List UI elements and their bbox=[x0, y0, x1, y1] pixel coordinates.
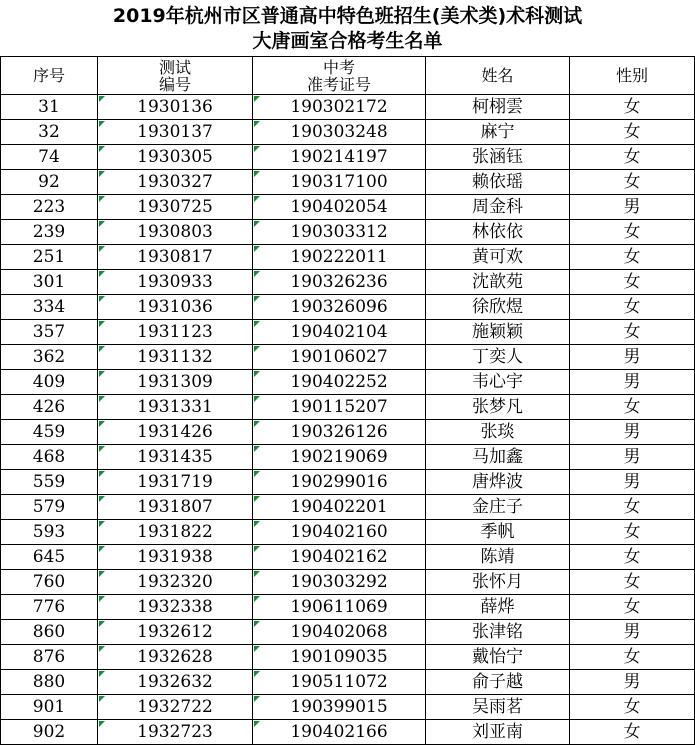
cell-gender: 女 bbox=[570, 695, 695, 720]
cell-exam-no: 190317100 bbox=[253, 170, 426, 195]
cell-seq: 902 bbox=[1, 720, 98, 745]
cell-test-no: 1930137 bbox=[98, 120, 253, 145]
cell-seq: 776 bbox=[1, 595, 98, 620]
cell-name: 戴怡宁 bbox=[426, 645, 570, 670]
cell-seq: 223 bbox=[1, 195, 98, 220]
cell-name: 唐烨波 bbox=[426, 470, 570, 495]
cell-name: 张梦凡 bbox=[426, 395, 570, 420]
cell-gender: 女 bbox=[570, 95, 695, 120]
header-row bbox=[1, 57, 695, 95]
cell-exam-no: 190299016 bbox=[253, 470, 426, 495]
cell-seq: 426 bbox=[1, 395, 98, 420]
cell-seq: 559 bbox=[1, 470, 98, 495]
cell-gender: 女 bbox=[570, 395, 695, 420]
cell-test-no: 1931036 bbox=[98, 295, 253, 320]
table-row bbox=[1, 520, 695, 545]
table-row bbox=[1, 195, 695, 220]
cell-gender: 男 bbox=[570, 620, 695, 645]
cell-test-no: 1930933 bbox=[98, 270, 253, 295]
cell-gender: 女 bbox=[570, 645, 695, 670]
cell-seq: 74 bbox=[1, 145, 98, 170]
cell-test-no: 1932338 bbox=[98, 595, 253, 620]
table-row bbox=[1, 145, 695, 170]
cell-name: 沈歆苑 bbox=[426, 270, 570, 295]
cell-seq: 251 bbox=[1, 245, 98, 270]
header-gender: 性别 bbox=[570, 57, 695, 95]
table-row bbox=[1, 370, 695, 395]
cell-test-no: 1932628 bbox=[98, 645, 253, 670]
document-subtitle: 大唐画室合格考生名单 bbox=[252, 30, 443, 52]
cell-name: 薛烨 bbox=[426, 595, 570, 620]
cell-name: 马加鑫 bbox=[426, 445, 570, 470]
cell-exam-no: 190214197 bbox=[253, 145, 426, 170]
cell-test-no: 1930136 bbox=[98, 95, 253, 120]
cell-name: 刘亚南 bbox=[426, 720, 570, 745]
header-test-no: 测试 编号 bbox=[98, 57, 253, 95]
table-row bbox=[1, 570, 695, 595]
cell-seq: 760 bbox=[1, 570, 98, 595]
cell-seq: 468 bbox=[1, 445, 98, 470]
cell-gender: 男 bbox=[570, 670, 695, 695]
candidate-table bbox=[0, 56, 695, 745]
cell-gender: 女 bbox=[570, 720, 695, 745]
cell-gender: 女 bbox=[570, 120, 695, 145]
cell-name: 赖依瑶 bbox=[426, 170, 570, 195]
table-row bbox=[1, 695, 695, 720]
cell-seq: 860 bbox=[1, 620, 98, 645]
cell-seq: 645 bbox=[1, 545, 98, 570]
cell-seq: 92 bbox=[1, 170, 98, 195]
cell-exam-no: 190402252 bbox=[253, 370, 426, 395]
cell-seq: 593 bbox=[1, 520, 98, 545]
table-row bbox=[1, 470, 695, 495]
cell-gender: 女 bbox=[570, 570, 695, 595]
cell-exam-no: 190303248 bbox=[253, 120, 426, 145]
cell-test-no: 1930327 bbox=[98, 170, 253, 195]
table-row bbox=[1, 220, 695, 245]
cell-exam-no: 190402068 bbox=[253, 620, 426, 645]
cell-gender: 男 bbox=[570, 370, 695, 395]
cell-test-no: 1932320 bbox=[98, 570, 253, 595]
cell-gender: 女 bbox=[570, 245, 695, 270]
cell-test-no: 1932723 bbox=[98, 720, 253, 745]
table-row bbox=[1, 170, 695, 195]
cell-gender: 女 bbox=[570, 520, 695, 545]
cell-gender: 女 bbox=[570, 295, 695, 320]
cell-exam-no: 190222011 bbox=[253, 245, 426, 270]
table-row bbox=[1, 295, 695, 320]
table-row bbox=[1, 620, 695, 645]
cell-seq: 876 bbox=[1, 645, 98, 670]
cell-exam-no: 190326236 bbox=[253, 270, 426, 295]
cell-seq: 409 bbox=[1, 370, 98, 395]
cell-test-no: 1931309 bbox=[98, 370, 253, 395]
cell-exam-no: 190399015 bbox=[253, 695, 426, 720]
cell-exam-no: 190402201 bbox=[253, 495, 426, 520]
cell-seq: 334 bbox=[1, 295, 98, 320]
cell-exam-no: 190402166 bbox=[253, 720, 426, 745]
cell-test-no: 1930305 bbox=[98, 145, 253, 170]
table-row bbox=[1, 720, 695, 745]
cell-exam-no: 190511072 bbox=[253, 670, 426, 695]
cell-exam-no: 190402162 bbox=[253, 545, 426, 570]
cell-name: 柯栩雲 bbox=[426, 95, 570, 120]
table-row bbox=[1, 445, 695, 470]
cell-exam-no: 190611069 bbox=[253, 595, 426, 620]
cell-seq: 31 bbox=[1, 95, 98, 120]
cell-exam-no: 190109035 bbox=[253, 645, 426, 670]
table-row bbox=[1, 270, 695, 295]
cell-test-no: 1931719 bbox=[98, 470, 253, 495]
table-row bbox=[1, 345, 695, 370]
cell-name: 麻宁 bbox=[426, 120, 570, 145]
cell-name: 陈靖 bbox=[426, 545, 570, 570]
table-row bbox=[1, 595, 695, 620]
cell-gender: 女 bbox=[570, 595, 695, 620]
cell-test-no: 1931426 bbox=[98, 420, 253, 445]
cell-exam-no: 190219069 bbox=[253, 445, 426, 470]
cell-exam-no: 190402054 bbox=[253, 195, 426, 220]
cell-test-no: 1932632 bbox=[98, 670, 253, 695]
cell-test-no: 1930817 bbox=[98, 245, 253, 270]
table-row bbox=[1, 645, 695, 670]
cell-gender: 男 bbox=[570, 420, 695, 445]
cell-seq: 301 bbox=[1, 270, 98, 295]
table-row bbox=[1, 395, 695, 420]
table-row bbox=[1, 245, 695, 270]
cell-exam-no: 190402160 bbox=[253, 520, 426, 545]
table-row bbox=[1, 95, 695, 120]
cell-gender: 男 bbox=[570, 345, 695, 370]
cell-gender: 女 bbox=[570, 545, 695, 570]
cell-test-no: 1931435 bbox=[98, 445, 253, 470]
cell-gender: 男 bbox=[570, 195, 695, 220]
cell-test-no: 1931938 bbox=[98, 545, 253, 570]
cell-gender: 女 bbox=[570, 320, 695, 345]
cell-gender: 女 bbox=[570, 220, 695, 245]
cell-test-no: 1931331 bbox=[98, 395, 253, 420]
cell-seq: 579 bbox=[1, 495, 98, 520]
cell-gender: 女 bbox=[570, 170, 695, 195]
cell-name: 施颖颖 bbox=[426, 320, 570, 345]
cell-name: 周金科 bbox=[426, 195, 570, 220]
cell-seq: 32 bbox=[1, 120, 98, 145]
cell-seq: 459 bbox=[1, 420, 98, 445]
cell-name: 金庄子 bbox=[426, 495, 570, 520]
cell-name: 韦心宇 bbox=[426, 370, 570, 395]
cell-name: 张涵钰 bbox=[426, 145, 570, 170]
cell-seq: 239 bbox=[1, 220, 98, 245]
cell-name: 林依依 bbox=[426, 220, 570, 245]
cell-gender: 女 bbox=[570, 270, 695, 295]
table-row bbox=[1, 320, 695, 345]
cell-seq: 901 bbox=[1, 695, 98, 720]
cell-test-no: 1931822 bbox=[98, 520, 253, 545]
cell-gender: 女 bbox=[570, 495, 695, 520]
cell-exam-no: 190302172 bbox=[253, 95, 426, 120]
cell-test-no: 1930803 bbox=[98, 220, 253, 245]
table-row bbox=[1, 420, 695, 445]
cell-gender: 男 bbox=[570, 445, 695, 470]
cell-test-no: 1932722 bbox=[98, 695, 253, 720]
cell-test-no: 1930725 bbox=[98, 195, 253, 220]
cell-name: 黄可欢 bbox=[426, 245, 570, 270]
cell-exam-no: 190106027 bbox=[253, 345, 426, 370]
cell-seq: 357 bbox=[1, 320, 98, 345]
cell-gender: 男 bbox=[570, 470, 695, 495]
cell-name: 季帆 bbox=[426, 520, 570, 545]
cell-test-no: 1931132 bbox=[98, 345, 253, 370]
cell-name: 张琰 bbox=[426, 420, 570, 445]
cell-exam-no: 190326126 bbox=[253, 420, 426, 445]
document-title: 2019年杭州市区普通高中特色班招生(美术类)术科测试 bbox=[112, 5, 583, 27]
header-seq: 序号 bbox=[1, 57, 98, 95]
cell-exam-no: 190303292 bbox=[253, 570, 426, 595]
cell-test-no: 1931807 bbox=[98, 495, 253, 520]
cell-gender: 女 bbox=[570, 145, 695, 170]
cell-exam-no: 190326096 bbox=[253, 295, 426, 320]
table-row bbox=[1, 120, 695, 145]
cell-name: 徐欣煜 bbox=[426, 295, 570, 320]
cell-exam-no: 190402104 bbox=[253, 320, 426, 345]
table-row bbox=[1, 670, 695, 695]
cell-seq: 880 bbox=[1, 670, 98, 695]
cell-test-no: 1931123 bbox=[98, 320, 253, 345]
cell-seq: 362 bbox=[1, 345, 98, 370]
cell-exam-no: 190115207 bbox=[253, 395, 426, 420]
header-name: 姓名 bbox=[426, 57, 570, 95]
cell-name: 吴雨茗 bbox=[426, 695, 570, 720]
cell-name: 张怀月 bbox=[426, 570, 570, 595]
table-row bbox=[1, 495, 695, 520]
header-exam-no: 中考 准考证号 bbox=[253, 57, 426, 95]
cell-name: 俞子越 bbox=[426, 670, 570, 695]
table-row bbox=[1, 545, 695, 570]
cell-name: 张津铭 bbox=[426, 620, 570, 645]
cell-name: 丁奕人 bbox=[426, 345, 570, 370]
cell-test-no: 1932612 bbox=[98, 620, 253, 645]
cell-exam-no: 190303312 bbox=[253, 220, 426, 245]
